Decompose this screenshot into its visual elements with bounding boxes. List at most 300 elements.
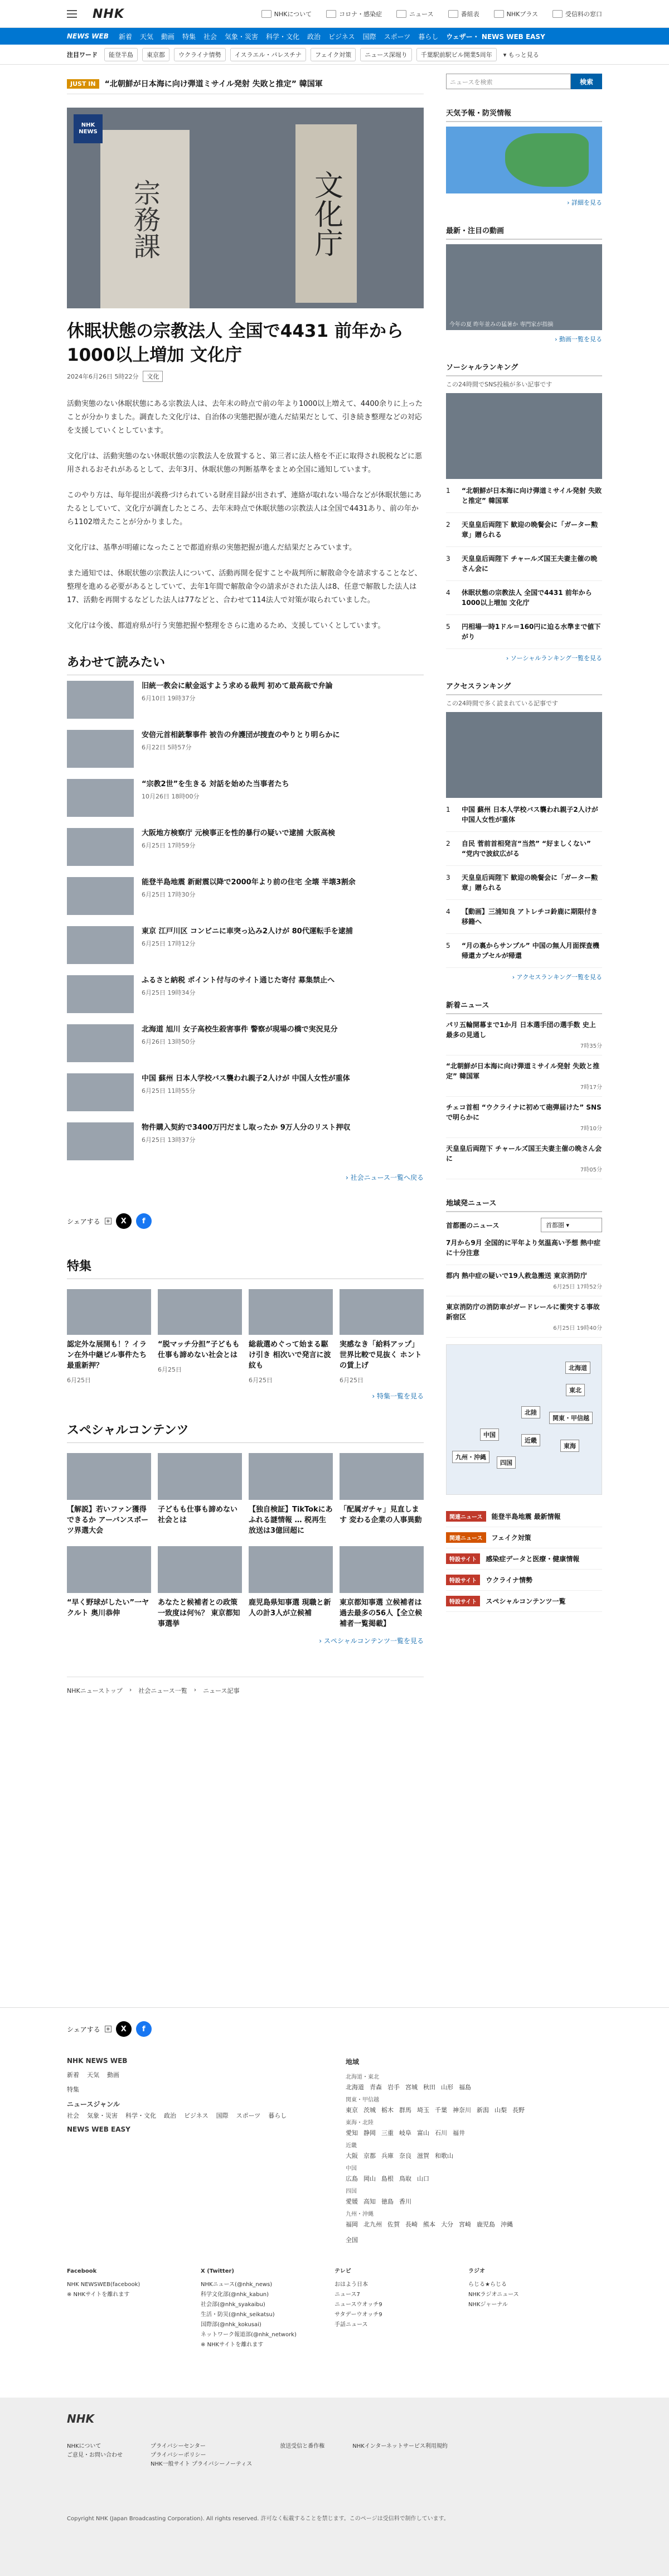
footer-region-link[interactable]: 長野 <box>512 2107 525 2114</box>
related-date: 6月10日 19時37分 <box>142 695 196 702</box>
feature-date: 6月25日 <box>340 1377 363 1384</box>
feature-thumbnail <box>158 1289 242 1335</box>
article-paragraph: また通知では、休眠状態の宗教法人について、活動再開を促すことや裁判所に解散命令を請求することなど、整理を進める必要があるとしていて、去年1年間で解散命令の請求がされた法人は8、任意で解散した法人は17、活動を再開するなどした法人は77などと、合わせて114法人で対策が取られていました。 <box>67 569 422 604</box>
local-news-item[interactable]: 都内 熱中症の疑いで19人救急搬送 東京消防庁 6月25日 17時52分 <box>446 1265 602 1296</box>
special-headline: 【独自検証】TikTokにあふれる謎情報 … 税再生放送は3億回超に <box>249 1505 333 1535</box>
special-card[interactable] <box>249 1546 333 1629</box>
related-date: 6月25日 13時37分 <box>142 1136 196 1144</box>
special-headline: 鹿児島県知事選 現職と新人の計3人が立候補 <box>249 1599 331 1618</box>
share-label: シェアする <box>67 2025 100 2033</box>
article-paragraph: このやり方は、毎年提出が義務づけられている財産目録が出されず、連絡が取れない場合などが休眠状態にあたるとしていて、文化庁が調査したところ、去年末時点で休眠状態の宗教法人は全国で4431あり、前の年から1102増えたことが分かりました。 <box>67 491 421 526</box>
feature-card[interactable] <box>67 1289 151 1384</box>
footer-region-link[interactable]: 愛知 <box>346 2129 358 2137</box>
footer-region-link[interactable]: 鹿児島 <box>477 2221 495 2228</box>
footer-region-link[interactable]: 岩手 <box>387 2084 400 2091</box>
nav-item[interactable]: 気象・災害 <box>224 32 258 41</box>
related-headline: 東京 江戸川区 コンビニに車突っ込み2人けが 80代運転手を逮捕 <box>142 927 353 936</box>
related-thumbnail <box>67 1122 134 1160</box>
footer-genre-label: ニュースジャンル <box>67 2100 120 2108</box>
footer-bottom-link[interactable]: NHK一般サイト プライバシーノーティス <box>151 2461 253 2467</box>
article-date: 2024年6月26日 5時22分 <box>67 373 139 380</box>
related-date: 6月25日 17時59分 <box>142 842 196 849</box>
related-headline: 旧統一教会に献金返すよう求める裁判 初めて最高裁で弁論 <box>142 682 333 690</box>
footer-link[interactable]: 政治 <box>164 2112 176 2119</box>
special-grid-row <box>67 1453 424 1536</box>
special-thumbnail <box>67 1546 151 1593</box>
facebook-share-icon[interactable]: f <box>136 2021 152 2037</box>
footer-bottom-link[interactable]: ご意見・お問い合わせ <box>67 2452 123 2458</box>
link-icon <box>396 10 406 18</box>
link-icon <box>261 10 272 18</box>
special-thumbnail <box>158 1546 242 1593</box>
sign-left: 宗務課 <box>100 130 190 308</box>
weather-map[interactable] <box>446 127 602 193</box>
share-plus-icon[interactable]: + <box>105 2026 110 2032</box>
footer-bottom-link[interactable]: NHKについて <box>67 2443 101 2449</box>
nav-item[interactable]: 国際 <box>362 32 376 41</box>
latest-news-title: 新着ニュース <box>446 999 602 1014</box>
special-title: スペシャルコンテンツ <box>67 1421 424 1443</box>
access-ranking-title: アクセスランキング <box>446 680 602 695</box>
related-thumbnail <box>67 779 134 817</box>
japan-map-shape <box>505 133 589 187</box>
footer-region-link[interactable]: 群馬 <box>399 2107 411 2114</box>
local-news-item[interactable]: 7月から9月 全国的に平年より気温高い予想 熱中症に十分注意 <box>446 1232 602 1265</box>
special-thumbnail <box>340 1453 424 1500</box>
article-paragraph: 活動実態のない休眠状態にある宗教法人は、去年末の時点で前の年より1000以上増えて、4400余りに上ったことが分かりました。調査した文化庁は、自治体の実態把握が進んだ結果だとして、引き続き整理などの対応を支援していくとしています。 <box>67 400 423 435</box>
special-headline: 【解説】若いファン獲得できるか アーバンスポーツ界選大会 <box>67 1505 149 1535</box>
region-map-item[interactable]: 東北 <box>566 1384 585 1396</box>
footer-region-link[interactable]: 鳥取 <box>399 2175 411 2182</box>
local-news-item[interactable]: 東京消防庁の消防車がガードレールに衝突する事故 新宿区 6月25日 19時40分 <box>446 1296 602 1338</box>
header-links <box>261 9 602 18</box>
footer-region-link[interactable]: 滋賀 <box>417 2152 429 2159</box>
related-item[interactable] <box>67 773 424 822</box>
article-category[interactable]: 文化 <box>143 371 163 382</box>
header-link[interactable]: NHKプラス <box>494 9 538 18</box>
footer-bottom-link[interactable]: プライバシーポリシー <box>151 2452 206 2458</box>
footer-bottom-link[interactable]: プライバシーセンター <box>151 2443 206 2449</box>
footer-region-link[interactable]: 沖縄 <box>501 2221 513 2228</box>
search-button[interactable]: 検索 <box>571 74 602 89</box>
breadcrumb: NHKニューストップ › 社会ニュース一覧 › ニュース記事 <box>67 1677 424 1695</box>
video-thumbnail[interactable] <box>446 244 602 330</box>
region-map-item[interactable]: 関東・甲信越 <box>549 1412 593 1424</box>
video-title: 最新・注目の動画 <box>446 225 602 240</box>
footer-link[interactable]: 科学・文化 <box>125 2112 156 2119</box>
related-item[interactable] <box>67 921 424 970</box>
footer-region-link[interactable]: 山形 <box>441 2084 453 2091</box>
link-icon <box>326 10 336 18</box>
header-link[interactable]: コロナ・感染症 <box>326 9 382 18</box>
footer-region-link[interactable]: 奈良 <box>399 2152 411 2159</box>
special-grid-row <box>67 1546 424 1629</box>
related-thumbnail <box>67 730 134 768</box>
footer-link[interactable]: 特集 <box>67 2086 79 2093</box>
keyword-tag[interactable]: 千葉駅前駅ビル開業5周年 <box>416 48 497 61</box>
footer-regions: 地域 北海道・東北 北海道 青森 岩手 宮城 秋田 山形 福島 関東・甲信越 東京 茨城 栃木 群馬 埼玉 千葉 神奈川 新潟 山梨 長野 東海・北陸 愛知 静岡 三重 岐阜 富山 石川 福井 近畿 大阪 京都 兵庫 奈良 滋賀 和歌山 中国 広島 岡山 島根 鳥取 山口 四国 愛媛 高知 徳島 香川 九州・沖縄 福岡 北九州 佐賀 長崎 熊本 大分 宮崎 鹿児島 沖縄 全国 <box>346 2057 602 2244</box>
footer-region-link[interactable]: 栃木 <box>381 2107 394 2114</box>
special-card[interactable] <box>158 1546 242 1629</box>
latest-news-item[interactable]: “北朝鮮が日本海に向け弾道ミサイル発射 失敗と推定” 韓国軍 7時17分 <box>446 1055 602 1097</box>
sidebar <box>446 74 602 1695</box>
special-card[interactable] <box>340 1546 424 1629</box>
nav-item[interactable]: 天気 <box>139 32 153 41</box>
special-thumbnail <box>158 1453 242 1500</box>
breadcrumb-item[interactable]: 社会ニュース一覧 <box>138 1687 187 1694</box>
special-thumbnail <box>249 1453 333 1500</box>
nav-easy[interactable]: ウェザー・ NEWS WEB EASY <box>446 32 545 41</box>
related-item[interactable] <box>67 1068 424 1117</box>
keyword-tag[interactable]: 能登半島 <box>104 48 138 61</box>
ranking-item[interactable]: 2 天皇皇后両陛下 歓迎の晩餐会に「ガーター勲章」贈られる <box>446 513 602 547</box>
feature-thumbnail <box>340 1289 424 1335</box>
topic-tags <box>446 1506 602 1612</box>
region-map-item[interactable]: 四国 <box>497 1456 516 1469</box>
footer-link[interactable]: 社会 <box>67 2112 79 2119</box>
search-input[interactable]: ニュースを検索 <box>446 74 571 89</box>
article-paragraph: 文化庁は、基準が明確になったことで都道府県の実態把握が進んだ結果だとみています。 <box>67 544 356 552</box>
related-list <box>67 675 424 1166</box>
news-web-brand[interactable]: NEWS WEB <box>67 32 111 40</box>
footer-region-link[interactable]: 岡山 <box>363 2175 376 2182</box>
x-share-icon[interactable]: X <box>116 2021 132 2037</box>
footer-region-link[interactable]: 新潟 <box>477 2107 489 2114</box>
nav-item[interactable]: 新着 <box>118 32 132 41</box>
nhk-logo[interactable]: NHK <box>93 7 124 21</box>
local-news-title: 地域発ニュース <box>446 1197 602 1212</box>
related-item[interactable] <box>67 675 424 724</box>
keyword-tag[interactable]: イスラエル・パレスチナ <box>230 48 306 61</box>
footer-region-link[interactable]: 広島 <box>346 2175 358 2182</box>
related-date: 10月26日 18時00分 <box>142 793 200 800</box>
footer-region-link[interactable]: 福井 <box>453 2129 465 2137</box>
special-headline: 東京都知事選 立候補者は過去最多の56人【全立候補者一覧掲載】 <box>340 1599 423 1628</box>
footer-region-link[interactable]: 全国 <box>346 2236 358 2244</box>
nhk-news-badge: NHK NEWS <box>74 114 103 143</box>
share-bar <box>67 1213 424 1229</box>
footer-region-link[interactable]: 大分 <box>441 2221 453 2228</box>
related-headline: 北海道 旭川 女子高校生殺害事件 警察が現場の橋で実況見分 <box>142 1025 338 1034</box>
related-headline: 物件購入契約で3400万円だまし取ったか 9万人分のリスト押収 <box>142 1124 351 1132</box>
ranking-item[interactable]: 2 自民 菅前首相発言“当然” “好ましくない” “党内で波紋広がる <box>446 832 602 866</box>
breaking-news[interactable] <box>67 74 424 94</box>
related-title: あわせて読みたい <box>67 653 424 675</box>
topic-tag-row[interactable]: 特設サイト ウクライナ情勢 <box>446 1570 602 1591</box>
footer-region-link[interactable]: 岐阜 <box>399 2129 411 2137</box>
region-select[interactable]: 首都圏 ▾ <box>541 1218 602 1232</box>
related-headline: 能登半島地震 新耐震以降で2000年より前の住宅 全壊 半壊3割余 <box>142 878 356 887</box>
article-paragraph: 文化庁は今後、都道府県が行う実態把握や整理をさらに進めるため、支援していくとしています。 <box>67 622 385 630</box>
region-map-item[interactable]: 北陸 <box>521 1406 540 1418</box>
local-news-label: 首都圏のニュース <box>446 1221 500 1229</box>
main-column <box>67 74 424 1695</box>
special-more-link[interactable]: › スペシャルコンテンツ一覧を見る <box>319 1637 424 1645</box>
footer-link[interactable]: スポーツ <box>236 2112 261 2119</box>
region-map-item[interactable]: 東海 <box>560 1440 579 1452</box>
feature-date: 6月25日 <box>67 1377 91 1384</box>
special-thumbnail <box>67 1453 151 1500</box>
related-headline: 中国 蘇州 日本人学校バス襲われ親子2人けが 中国人女性が重体 <box>142 1074 350 1083</box>
footer-nhk-logo[interactable]: NHK <box>67 2412 94 2425</box>
related-thumbnail <box>67 1073 134 1111</box>
keyword-bar <box>0 45 669 65</box>
related-item[interactable] <box>67 871 424 921</box>
related-date: 6月22日 5時57分 <box>142 744 192 751</box>
related-date: 6月26日 13時50分 <box>142 1038 196 1045</box>
region-map-item[interactable]: 北海道 <box>565 1362 590 1374</box>
footer-column: テレビ おはよう日本 ニュース7 ニュースウオッチ9 サタデーウオッチ9 手話ニュース <box>334 2268 382 2328</box>
keyword-more-link[interactable]: ▾ もっと見る <box>503 51 539 59</box>
nav-item[interactable]: 社会 <box>203 32 217 41</box>
feature-card[interactable] <box>158 1289 242 1384</box>
feature-card[interactable] <box>249 1289 333 1384</box>
related-thumbnail <box>67 1024 134 1062</box>
page-bottom <box>0 2398 669 2576</box>
ranking-item[interactable]: 1 “北朝鮮が日本海に向け弾道ミサイル発射 失敗と推定” 韓国軍 <box>446 479 602 513</box>
special-card[interactable] <box>67 1546 151 1629</box>
ranking-item[interactable]: 4 休眠状態の宗教法人 全国で4431 前年から1000以上増加 文化庁 <box>446 581 602 615</box>
footer-region-link[interactable]: 山口 <box>417 2175 429 2182</box>
related-item[interactable] <box>67 1019 424 1068</box>
social-ranking-more-link[interactable]: › ソーシャルランキング一覧を見る <box>506 655 602 662</box>
footer-region-link[interactable]: 佐賀 <box>387 2221 400 2228</box>
footer-column: ラジオ らじる★らじる NHKラジオニュース NHKジャーナル <box>468 2268 519 2308</box>
special-thumbnail <box>249 1546 333 1593</box>
special-headline: 「配属ガチャ」見直します 変わる企業の人事異動 <box>340 1505 422 1524</box>
nav-item[interactable]: 動画 <box>161 32 174 41</box>
footer-region-link[interactable]: 茨城 <box>363 2107 376 2114</box>
local-news-header <box>446 1218 602 1232</box>
breaking-text: “北朝鮮が日本海に向け弾道ミサイル発射 失敗と推定” 韓国軍 <box>104 80 323 89</box>
feature-headline: 実感なき「給料アップ」 世界比較で見抜く ホントの賃上げ <box>340 1340 422 1370</box>
weather-title: 天気予報・防災情報 <box>446 107 602 122</box>
keyword-tag[interactable]: 東京都 <box>142 48 169 61</box>
footer-region-link[interactable]: 長崎 <box>405 2221 418 2228</box>
copyright: Copyright NHK (Japan Broadcasting Corporation). All rights reserved. 許可なく転載することを禁じます。このページは受信料で制作しています。 <box>67 2516 449 2522</box>
footer-region-link[interactable]: 島根 <box>381 2175 394 2182</box>
region-map-item[interactable]: 中国 <box>480 1429 499 1441</box>
ranking-item[interactable]: 4 【動画】三浦知良 アトレチコ鈴鹿に期限付き移籍へ <box>446 900 602 934</box>
footer-region-link[interactable]: 兵庫 <box>381 2152 394 2159</box>
article-hero-image <box>67 108 424 308</box>
footer-region-link[interactable]: 北九州 <box>363 2221 382 2228</box>
footer-region-link[interactable]: 京都 <box>363 2152 376 2159</box>
share-label: シェアする <box>67 1217 100 1226</box>
footer-region-link[interactable]: 宮城 <box>405 2084 418 2091</box>
footer-region-title: 地域 <box>346 2058 360 2066</box>
weather-more-link[interactable]: › 詳細を見る <box>567 199 602 206</box>
latest-news-item[interactable]: 天皇皇后両陛下 チャールズ国王夫妻主催の晩さん会に 7時05分 <box>446 1138 602 1179</box>
footer-region-link[interactable]: 富山 <box>417 2129 429 2137</box>
topic-tag-row[interactable]: 関連ニュース フェイク対策 <box>446 1527 602 1548</box>
footer-region-link[interactable]: 青森 <box>370 2084 382 2091</box>
feature-date: 6月25日 <box>158 1366 182 1373</box>
related-item[interactable] <box>67 724 424 773</box>
sign-label: 文化庁 <box>295 124 357 303</box>
features-more-link[interactable]: › 特集一覧を見る <box>372 1392 424 1400</box>
footer-region-link[interactable]: 愛媛 <box>346 2198 358 2205</box>
social-ranking-title: ソーシャルランキング <box>446 361 602 376</box>
link-icon <box>494 10 504 18</box>
footer-region-link[interactable]: 北海道 <box>346 2084 364 2091</box>
access-ranking-more-link[interactable]: › アクセスランキング一覧を見る <box>512 974 602 981</box>
footer-region-link[interactable]: 徳島 <box>381 2198 394 2205</box>
special-headline: 子どもも仕事も諦めない社会とは <box>158 1505 238 1524</box>
feature-thumbnail <box>249 1289 333 1335</box>
keyword-tag[interactable]: ニュース深堀り <box>360 48 411 61</box>
footer-link[interactable]: 国際 <box>216 2112 229 2119</box>
nav-item[interactable]: スポーツ <box>384 32 411 41</box>
feature-date: 6月25日 <box>249 1377 273 1384</box>
footer-region-link[interactable]: 石川 <box>435 2129 447 2137</box>
special-thumbnail <box>340 1546 424 1593</box>
footer-column: Facebook NHK NEWSWEB(facebook) ※ NHKサイトを離れます <box>67 2268 140 2298</box>
feature-card[interactable] <box>340 1289 424 1384</box>
region-map-item[interactable]: 九州・沖縄 <box>452 1451 489 1463</box>
topic-tag-row[interactable]: 特設サイト 感染症データと医療・健康情報 <box>446 1548 602 1570</box>
special-card[interactable] <box>67 1453 151 1536</box>
share-plus-icon[interactable]: + <box>105 1218 110 1224</box>
related-headline: 安倍元首相銃撃事件 被告の弁護団が捜査のやりとり明らかに <box>142 731 340 739</box>
related-thumbnail <box>67 877 134 915</box>
related-thumbnail <box>67 681 134 719</box>
related-date: 6月25日 11時55分 <box>142 1087 196 1095</box>
x-share-icon[interactable]: X <box>116 1213 132 1229</box>
footer-region-link[interactable]: 山梨 <box>495 2107 507 2114</box>
feature-thumbnail <box>67 1289 151 1335</box>
nav-item[interactable]: 特集 <box>182 32 196 41</box>
footer-region-link[interactable]: 神奈川 <box>453 2107 471 2114</box>
footer-region-link[interactable]: 静岡 <box>363 2129 376 2137</box>
region-map <box>446 1344 602 1495</box>
video-caption: 今年の夏 昨年並みの猛暑か 専門家が指摘 <box>449 322 554 328</box>
access-ranking-thumbnail[interactable] <box>446 712 602 798</box>
special-headline: あなたと候補者との政策一致度は何％？ 東京都知事選挙 <box>158 1599 240 1628</box>
breadcrumb-item[interactable]: NHKニューストップ <box>67 1687 123 1694</box>
footer-brand[interactable]: NHK NEWS WEB <box>67 2057 128 2065</box>
keyword-label: 注目ワード <box>67 51 98 59</box>
related-item[interactable] <box>67 1117 424 1166</box>
header-link[interactable]: ニュース <box>396 9 433 18</box>
nav-item[interactable]: 科学・文化 <box>265 32 299 41</box>
article-paragraph: 文化庁は、活動実態のない休眠状態の宗教法人を放置すると、第三者に法人格を不正に取得され脱税などに悪用されるおそれがあるとして、去年3月、休眠状態の判断基準をまとめ全国に通知しています。 <box>67 452 423 474</box>
article-meta <box>67 371 424 382</box>
ranking-item[interactable]: 3 天皇皇后両陛下 歓迎の晩餐会に「ガーター勲章」贈られる <box>446 866 602 900</box>
topic-tag-row[interactable]: 関連ニュース 能登半島地震 最新情報 <box>446 1506 602 1527</box>
search-box <box>446 74 602 89</box>
access-ranking-sub: この24時間で多く読まれている記事です <box>446 700 558 707</box>
latest-news-item[interactable]: パリ五輪開幕まで1か月 日本選手団の選手数 史上最多の見通し 7時35分 <box>446 1014 602 1055</box>
social-ranking-thumbnail[interactable] <box>446 393 602 479</box>
ranking-item[interactable]: 5 円相場一時1ドル＝160円に迫る水準まで値下がり <box>446 615 602 649</box>
menu-icon[interactable] <box>67 10 77 18</box>
ranking-item[interactable]: 5 “月の裏からサンプル” 中国の無人月面探査機 帰還カプセルが帰還 <box>446 934 602 968</box>
latest-news-item[interactable]: チェコ首相 “ウクライナに初めて砲弾届けた” SNSで明らかに 7時10分 <box>446 1097 602 1138</box>
footer-bottom-link[interactable]: 放送受信と番作権 <box>280 2443 325 2449</box>
social-ranking-sub: この24時間でSNS投稿が多い記事です <box>446 381 552 388</box>
related-more-link[interactable]: › 社会ニュース一覧へ戻る <box>345 1174 424 1182</box>
footer-link[interactable]: 天気 <box>87 2071 99 2079</box>
footer-region-link[interactable]: 福岡 <box>346 2221 358 2228</box>
footer-region-link[interactable]: 和歌山 <box>435 2152 453 2159</box>
nav-item[interactable]: 暮らし <box>418 32 439 41</box>
footer-bottom-links <box>67 2442 602 2469</box>
footer-column: X (Twitter) NHKニュース(@nhk_news) 科学文化部(@nhk_kabun) 社会部(@nhk_syakaibu) 生活・防災(@nhk_seikatsu) 国際部(@nhk_kokusai) ネットワーク報道部(@nhk_network) ※ NHKサイトを離れます <box>201 2268 297 2348</box>
footer-nav <box>67 2057 323 2244</box>
article-title: 休眠状態の宗教法人 全国で4431 前年から1000以上増加 文化庁 <box>67 321 404 365</box>
footer-link[interactable]: 新着 <box>67 2071 79 2079</box>
video-more-link[interactable]: › 動画一覧を見る <box>555 336 602 343</box>
footer-link[interactable]: 気象・災害 <box>87 2112 118 2119</box>
nav-item[interactable]: ビジネス <box>328 32 355 41</box>
footer-link[interactable]: ビジネス <box>184 2112 209 2119</box>
special-card[interactable] <box>340 1453 424 1536</box>
footer-region-link[interactable]: 福島 <box>459 2084 471 2091</box>
related-item[interactable] <box>67 970 424 1019</box>
header-link[interactable]: NHKについて <box>261 9 312 18</box>
footer-region-link[interactable]: 高知 <box>363 2198 376 2205</box>
footer-region-link[interactable]: 東京 <box>346 2107 358 2114</box>
footer-bottom-link[interactable]: NHKインターネットサービス利用規約 <box>352 2443 448 2449</box>
feature-headline: “脱マッチ分担”子どもも仕事も諦めない社会とは <box>158 1340 240 1359</box>
header-link[interactable]: 番組表 <box>448 9 479 18</box>
special-card[interactable] <box>158 1453 242 1536</box>
footer-region-link[interactable]: 宮崎 <box>459 2221 471 2228</box>
footer-region-link[interactable]: 三重 <box>381 2129 394 2137</box>
region-map-item[interactable]: 近畿 <box>521 1434 540 1446</box>
related-thumbnail <box>67 975 134 1013</box>
top-bar <box>0 0 669 28</box>
footer-region-link[interactable]: 千葉 <box>435 2107 447 2114</box>
special-card[interactable] <box>249 1453 333 1536</box>
nav-item[interactable]: 政治 <box>307 32 321 41</box>
feature-headline: 認定外な展開も！？イラン在外中継ビル事件たち最重新押？ <box>67 1340 147 1370</box>
footer-region-link[interactable]: 埼玉 <box>417 2107 429 2114</box>
footer-easy-link[interactable]: NEWS WEB EASY <box>67 2125 130 2133</box>
related-item[interactable] <box>67 822 424 871</box>
ranking-item[interactable]: 1 中国 蘇州 日本人学校バス襲われ親子2人けが 中国人女性が重体 <box>446 798 602 832</box>
related-thumbnail <box>67 828 134 866</box>
keyword-tag[interactable]: ウクライナ情勢 <box>174 48 226 61</box>
topic-tag-row[interactable]: 特設サイト スペシャルコンテンツ一覧 <box>446 1591 602 1612</box>
related-headline: 大阪地方検察庁 元検事正を性的暴行の疑いで逮捕 大阪高検 <box>142 829 336 837</box>
article-body <box>67 398 424 633</box>
ranking-item[interactable]: 3 天皇皇后両陛下 チャールズ国王夫妻主催の晩さん会に <box>446 547 602 581</box>
feature-headline: 総裁選めぐって始まる駆け引き 相次いで発言に波紋も <box>249 1340 331 1370</box>
footer-link[interactable]: 動画 <box>107 2071 119 2079</box>
footer-region-link[interactable]: 大阪 <box>346 2152 358 2159</box>
main-nav <box>0 28 669 45</box>
footer-region-link[interactable]: 熊本 <box>423 2221 435 2228</box>
features-grid <box>67 1289 424 1384</box>
keyword-tag[interactable]: フェイク対策 <box>311 48 356 61</box>
special-headline: “早く野球がしたい”一ヤクルト 奥川恭伸 <box>67 1599 149 1618</box>
link-icon <box>448 10 458 18</box>
related-headline: “宗教2世”を生きる 対話を始めた当事者たち <box>142 780 289 788</box>
header-link[interactable]: 受信料の窓口 <box>552 9 602 18</box>
related-date: 6月25日 17時30分 <box>142 891 196 898</box>
footer-link[interactable]: 暮らし <box>268 2112 287 2119</box>
facebook-share-icon[interactable]: f <box>136 1213 152 1229</box>
breadcrumb-item: ニュース記事 <box>203 1687 240 1694</box>
footer-share-bar <box>67 2021 602 2037</box>
related-date: 6月25日 19時34分 <box>142 989 196 996</box>
related-thumbnail <box>67 926 134 964</box>
footer-region-link[interactable]: 秋田 <box>423 2084 435 2091</box>
footer-region-link[interactable]: 香川 <box>399 2198 411 2205</box>
related-headline: ふるさと納税 ポイント付与のサイト通じた寄付 募集禁止へ <box>142 976 335 985</box>
